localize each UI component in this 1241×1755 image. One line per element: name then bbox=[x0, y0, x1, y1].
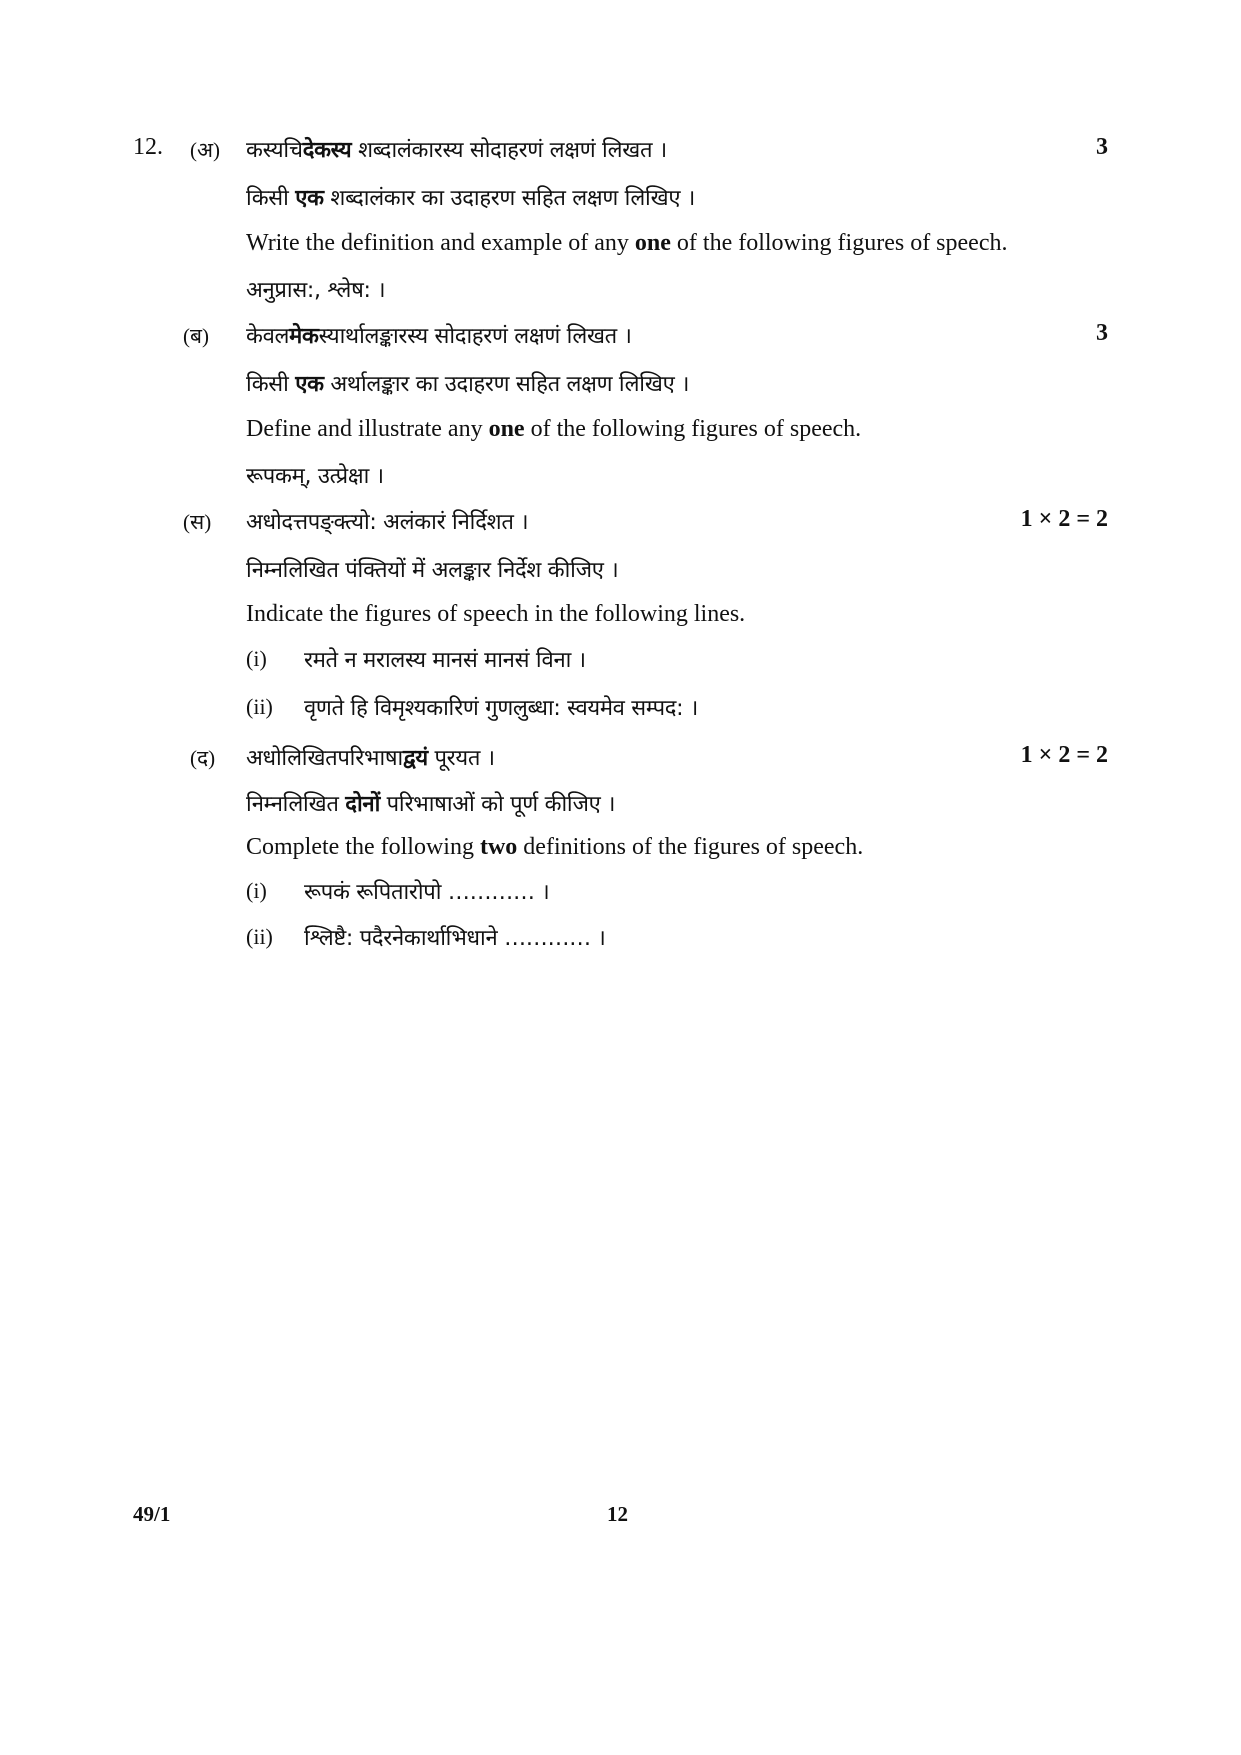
part-a-sanskrit bbox=[246, 134, 667, 164]
part-b-english bbox=[246, 416, 861, 443]
part-c-english: Indicate the figures of speech in the following lines. bbox=[246, 601, 746, 627]
text-segment: स्यार्थालङ्कारस्य सोदाहरणं लक्षणं लिखत । bbox=[318, 324, 632, 349]
part-c-item-1-label: (i) bbox=[246, 646, 267, 671]
text-segment: पूरयत । bbox=[427, 746, 495, 771]
bold-text: two bbox=[479, 834, 518, 860]
text-segment: अर्थालङ्कार का उदाहरण सहित लक्षण लिखिए । bbox=[323, 372, 690, 397]
text-segment: किसी bbox=[246, 186, 296, 211]
part-b-marks: 3 bbox=[1096, 320, 1108, 346]
text-segment: परिभाषाओं को पूर्ण कीजिए । bbox=[379, 792, 616, 817]
bold-text: one bbox=[488, 416, 525, 442]
text-segment: शब्दालंकारस्य सोदाहरणं लक्षणं लिखत । bbox=[351, 138, 667, 163]
part-a-options: अनुप्रास:, श्लेष: । bbox=[246, 278, 386, 303]
part-c-marks: 1 × 2 = 2 bbox=[1020, 506, 1108, 532]
part-d-item-1-text: रूपकं रूपितारोपो ………… । bbox=[304, 880, 550, 905]
part-d-hindi bbox=[246, 788, 615, 818]
part-d-english bbox=[246, 834, 863, 861]
bold-text: मेक bbox=[289, 324, 319, 349]
part-d-item-1-label: (i) bbox=[246, 878, 267, 903]
question-number: 12. bbox=[133, 134, 163, 160]
text-segment: definitions of the figures of speech. bbox=[517, 834, 864, 860]
bold-text: दोनों bbox=[345, 792, 380, 817]
text-segment: of the following figures of speech. bbox=[670, 230, 1008, 256]
part-a-english bbox=[246, 230, 1007, 257]
part-a-marks: 3 bbox=[1096, 134, 1108, 160]
text-segment: Write the definition and example of any bbox=[246, 230, 635, 256]
part-b-hindi bbox=[246, 368, 689, 398]
bold-text: देकस्य bbox=[302, 138, 352, 163]
text-segment: अधोलिखितपरिभाषा bbox=[246, 746, 403, 771]
bold-text: एक bbox=[295, 186, 324, 211]
part-c-sanskrit: अधोदत्तपङ्क्त्यो: अलंकारं निर्दिशत । bbox=[246, 510, 529, 535]
bold-text: one bbox=[634, 230, 671, 256]
part-d-sanskrit bbox=[246, 742, 495, 772]
bold-text: एक bbox=[295, 372, 324, 397]
part-a-hindi bbox=[246, 182, 695, 212]
text-segment: Define and illustrate any bbox=[246, 416, 489, 442]
part-c-label: (स) bbox=[183, 510, 212, 534]
text-segment: केवल bbox=[246, 324, 290, 349]
part-c-item-1-text: रमते न मरालस्य मानसं मानसं विना । bbox=[304, 648, 586, 673]
part-d-label: (द) bbox=[190, 746, 216, 770]
part-d-item-2-text: श्लिष्टै: पदैरनेकार्थाभिधाने ………… । bbox=[304, 926, 606, 951]
text-segment: निम्नलिखित bbox=[246, 792, 346, 817]
text-segment: Complete the following bbox=[246, 834, 480, 860]
text-segment: of the following figures of speech. bbox=[524, 416, 862, 442]
part-c-hindi: निम्नलिखित पंक्तियों में अलङ्कार निर्देश कीजिए । bbox=[246, 558, 619, 583]
paper-code: 49/1 bbox=[133, 1502, 171, 1526]
part-b-label: (ब) bbox=[183, 324, 209, 348]
part-d-marks: 1 × 2 = 2 bbox=[1020, 742, 1108, 768]
part-d-item-2-label: (ii) bbox=[246, 924, 273, 949]
text-segment: कस्यचि bbox=[246, 138, 303, 163]
text-segment: किसी bbox=[246, 372, 296, 397]
part-b-sanskrit bbox=[246, 320, 632, 350]
text-segment: शब्दालंकार का उदाहरण सहित लक्षण लिखिए । bbox=[323, 186, 695, 211]
bold-text: द्वयं bbox=[402, 746, 428, 771]
part-c-item-2-text: वृणते हि विमृश्यकारिणं गुणलुब्धा: स्वयमेव सम्पद: । bbox=[304, 696, 699, 721]
page-number: 12 bbox=[607, 1502, 628, 1526]
part-a-label: (अ) bbox=[190, 138, 221, 162]
part-b-options: रूपकम्, उत्प्रेक्षा । bbox=[246, 464, 384, 489]
part-c-item-2-label: (ii) bbox=[246, 694, 273, 719]
